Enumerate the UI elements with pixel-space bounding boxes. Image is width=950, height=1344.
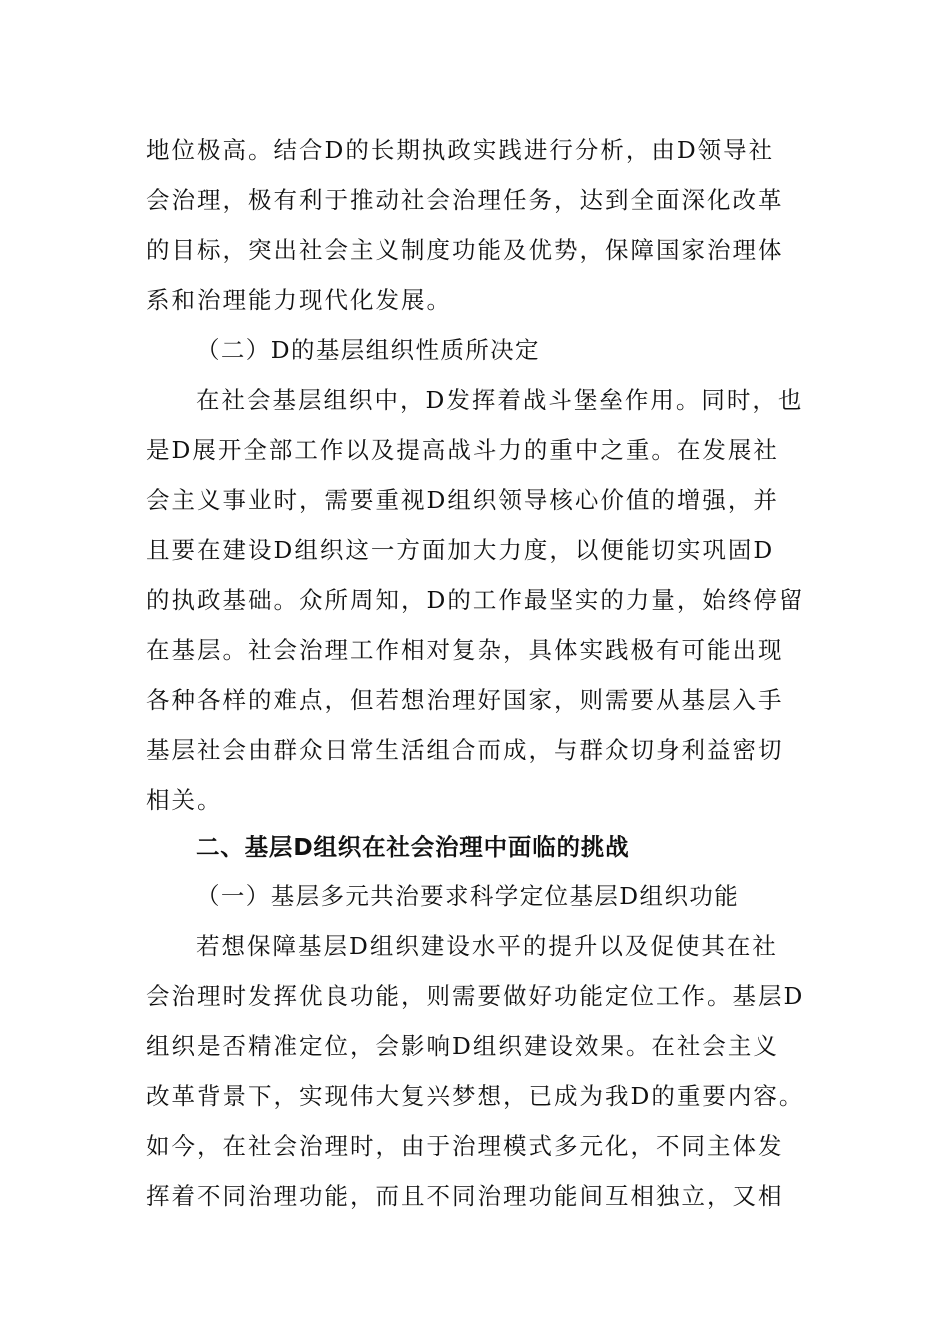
paragraph-line: 是D展开全部工作以及提高战斗力的重中之重。在发展社 — [146, 436, 779, 464]
section-heading: 二、基层D组织在社会治理中面临的挑战 — [196, 833, 630, 861]
paragraph-line: 挥着不同治理功能，而且不同治理功能间互相独立，又相 — [146, 1182, 784, 1210]
paragraph-line: 改革背景下，实现伟大复兴梦想，已成为我D的重要内容。 — [146, 1082, 805, 1110]
paragraph-line: 系和治理能力现代化发展。 — [146, 286, 452, 314]
paragraph-line: 在基层。社会治理工作相对复杂，具体实践极有可能出现 — [146, 636, 784, 664]
paragraph-line: 会主义事业时，需要重视D组织领导核心价值的增强，并 — [146, 486, 779, 514]
paragraph-line: 地位极高。结合D的长期执政实践进行分析，由D领导社 — [146, 136, 775, 164]
paragraph-line: 组织是否精准定位，会影响D组织建设效果。在社会主义 — [146, 1032, 779, 1060]
paragraph-line: 的目标，突出社会主义制度功能及优势，保障国家治理体 — [146, 236, 784, 264]
paragraph-line: 若想保障基层D组织建设水平的提升以及促使其在社 — [196, 932, 778, 960]
paragraph-line: 在社会基层组织中，D发挥着战斗堡垒作用。同时，也 — [196, 386, 804, 414]
paragraph-line: 相关。 — [146, 786, 223, 814]
paragraph-line: 会治理时发挥优良功能，则需要做好功能定位工作。基层D — [146, 982, 805, 1010]
subsection-heading: （一）基层多元共治要求科学定位基层D组织功能 — [196, 882, 740, 910]
paragraph-line: 各种各样的难点，但若想治理好国家，则需要从基层入手 — [146, 686, 784, 714]
subsection-heading: （二）D的基层组织性质所决定 — [196, 336, 540, 364]
paragraph-line: 的执政基础。众所周知，D的工作最坚实的力量，始终停留 — [146, 586, 805, 614]
paragraph-line: 且要在建设D组织这一方面加大力度，以便能切实巩固D — [146, 536, 775, 564]
paragraph-line: 如今，在社会治理时，由于治理模式多元化，不同主体发 — [146, 1132, 784, 1160]
paragraph-line: 基层社会由群众日常生活组合而成，与群众切身利益密切 — [146, 736, 784, 764]
paragraph-line: 会治理，极有利于推动社会治理任务，达到全面深化改革 — [146, 186, 784, 214]
